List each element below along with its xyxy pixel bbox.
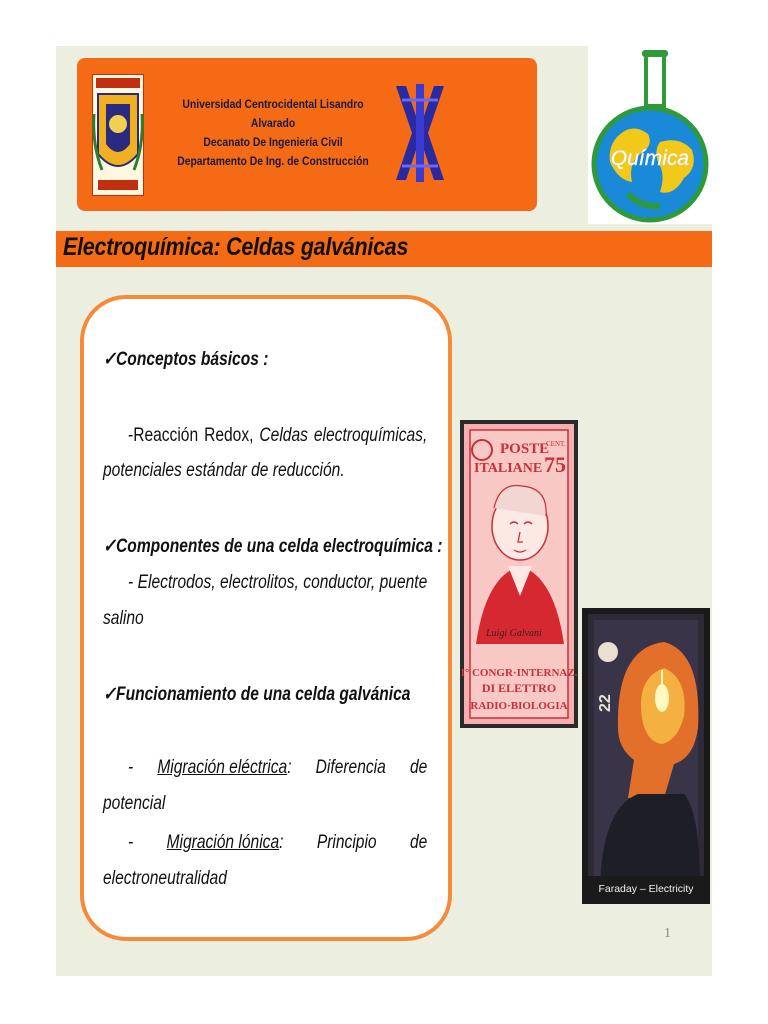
operation-line-2: potencial xyxy=(103,793,166,814)
stamp1-value: 75 xyxy=(544,452,566,477)
concepts-line-1: -Reacción Redox, Celdas electroquímicas, xyxy=(128,425,428,446)
stamp1-cent: CENT. xyxy=(546,440,566,448)
quimica-label: Química xyxy=(610,147,690,170)
stamp1-top2: ITALIANE xyxy=(474,461,543,476)
section-operation-heading: ✓Funcionamiento de una celda galvánica xyxy=(103,684,411,705)
stamp2-caption: Faraday – Electricity xyxy=(598,883,694,895)
department-name: Departamento De Ing. de Construcción xyxy=(177,156,369,168)
stamp1-b1: I° CONGR·INTERNAZ. xyxy=(460,667,578,679)
stamp2-value: 22 xyxy=(597,694,614,712)
chemistry-flask-globe-icon xyxy=(588,46,712,224)
university-header-text xyxy=(170,96,377,172)
university-name: Universidad Centrocidental Lisandro Alvarado xyxy=(182,99,364,130)
stamp1-b3: RADIO·BIOLOGIA xyxy=(470,700,568,712)
components-line-1: - Electrodos, electrolitos, conductor, puente xyxy=(128,572,428,593)
operation-line-3: - Migración lónica: Principio de xyxy=(128,832,428,853)
operation-line-1: - Migración eléctrica: Diferencia de xyxy=(128,757,428,778)
section-components-heading: ✓Componentes de una celda electroquímica : xyxy=(103,536,443,557)
checkmark-icon: ✓ xyxy=(103,536,117,557)
stamp1-top1: POSTE xyxy=(500,441,550,457)
concepts-line-2: potenciales estándar de reducción. xyxy=(103,460,345,481)
department-logo xyxy=(392,80,448,186)
section-concepts-heading: ✓Conceptos básicos : xyxy=(103,349,269,370)
operation-line-4: electroneutralidad xyxy=(103,868,227,889)
slide-title: Electroquímica: Celdas galvánicas xyxy=(63,233,409,261)
page-number: 1 xyxy=(664,926,671,941)
galvani-stamp-image xyxy=(460,420,578,728)
faraday-stamp-image xyxy=(582,608,710,904)
checkmark-icon: ✓ xyxy=(103,349,117,370)
faculty-name: Decanato De Ingeniería Civil xyxy=(203,137,343,149)
components-line-2: salino xyxy=(103,608,144,629)
stamp1-signature: Luigi Galvani xyxy=(486,628,542,639)
checkmark-icon: ✓ xyxy=(103,684,117,705)
university-crest-logo xyxy=(92,74,144,196)
stamp1-b2: DI ELETTRO xyxy=(481,681,557,695)
